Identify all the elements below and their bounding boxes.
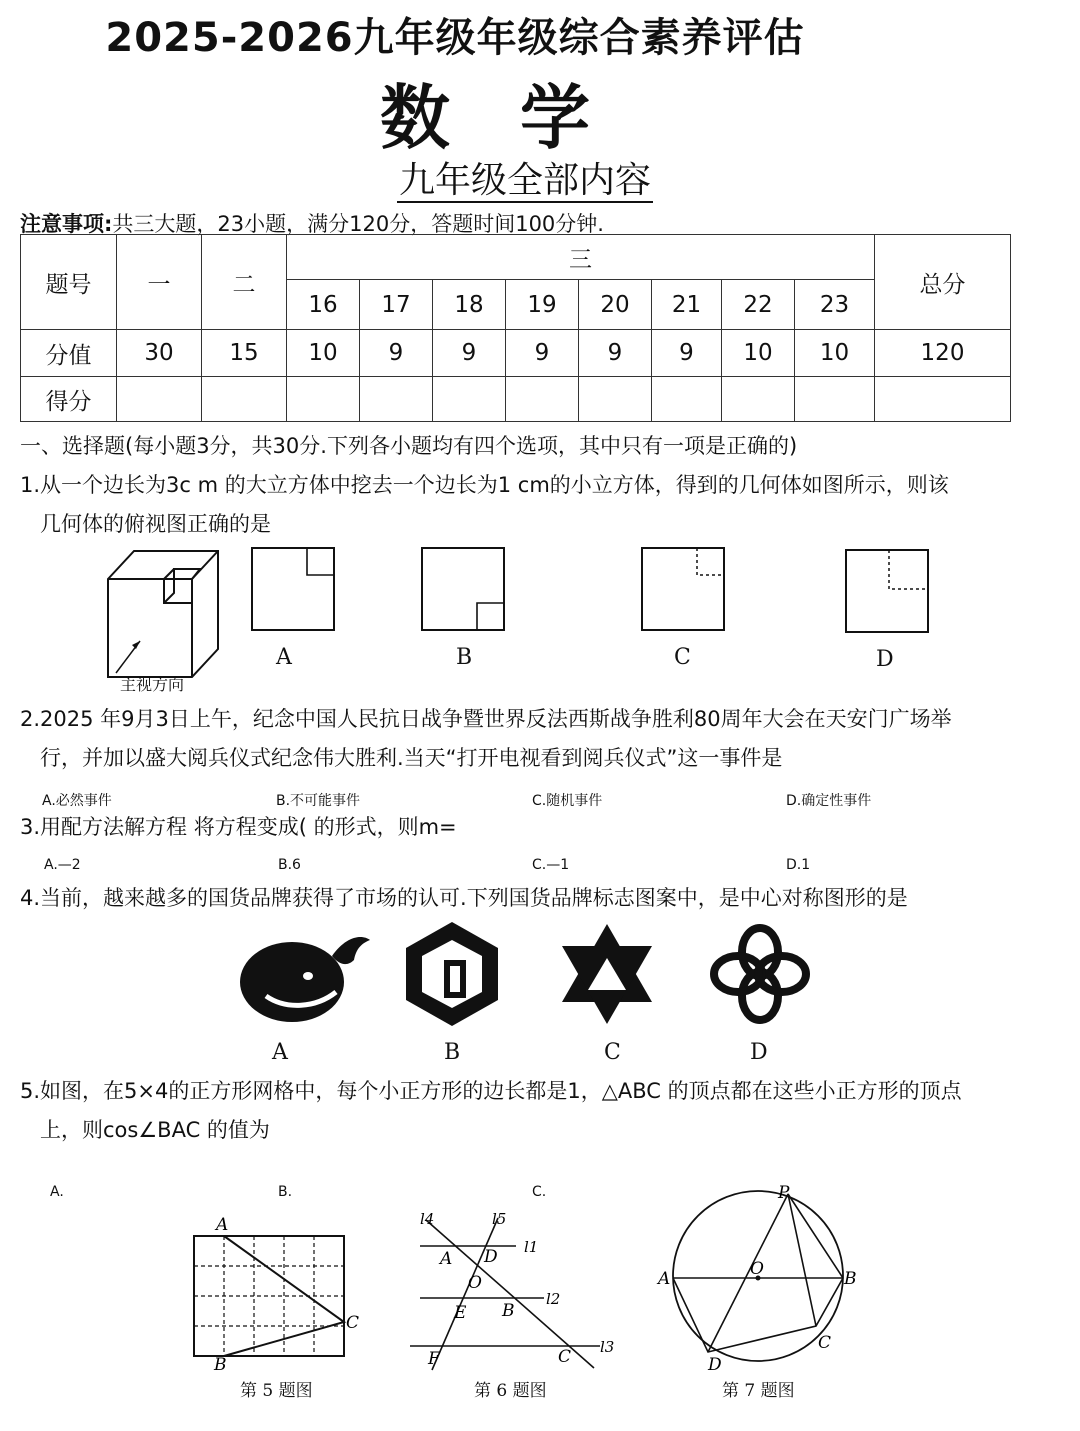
point-label: B xyxy=(214,1355,227,1374)
figure-5-grid xyxy=(180,1210,370,1374)
points-cell: 10 xyxy=(287,330,360,377)
q5-option-c[interactable]: C. xyxy=(532,1184,547,1200)
point-label: D xyxy=(484,1247,498,1267)
question-4-line-1: 4.当前，越来越多的国货品牌获得了市场的认可.下列国货品牌标志图案中，是中心对称图形的是 xyxy=(20,886,908,910)
exam-scope xyxy=(0,152,1050,203)
whale-logo-icon xyxy=(236,926,374,1026)
points-cell: 9 xyxy=(652,330,722,377)
point-label: B xyxy=(844,1269,857,1289)
line-label: l1 xyxy=(524,1238,539,1256)
points-cell: 9 xyxy=(360,330,433,377)
figure-6-lines xyxy=(404,1204,624,1372)
sub-number-cell: 20 xyxy=(579,280,652,330)
question-3-line-1: 3.用配方法解方程 将方程变成( 的形式，则m= xyxy=(20,815,457,839)
points-cell: 9 xyxy=(506,330,579,377)
figure-7-caption: 第 7 题图 xyxy=(722,1381,795,1401)
point-label: F xyxy=(428,1349,440,1369)
points-cell: 10 xyxy=(795,330,875,377)
question-5-line-1: 5.如图，在5×4的正方形网格中，每个小正方形的边长都是1，△ABC 的顶点都在这些小正方形的顶点 xyxy=(20,1079,962,1103)
score-entry-cell[interactable] xyxy=(117,377,202,422)
q1-option-d-label[interactable]: D xyxy=(876,647,894,672)
line-label: l5 xyxy=(492,1210,507,1228)
points-cell: 30 xyxy=(117,330,202,377)
q2-option-b[interactable]: B.不可能事件 xyxy=(276,793,361,809)
q4-option-c-label[interactable]: C xyxy=(604,1040,621,1065)
point-label: E xyxy=(454,1303,467,1323)
sub-number-cell: 22 xyxy=(722,280,795,330)
knot-logo-icon xyxy=(710,922,810,1026)
point-label: O xyxy=(468,1273,482,1293)
line-label: l4 xyxy=(420,1210,435,1228)
q1-option-a-label[interactable]: A xyxy=(276,645,292,670)
question-2-line-1: 2.2025 年9月3日上午，纪念中国人民抗日战争暨世界反法西斯战争胜利80周年大会在天安门广场举 xyxy=(20,707,952,731)
q1-option-c-figure xyxy=(640,546,728,634)
exam-scope-text: 九年级全部内容 xyxy=(398,160,651,201)
score-entry-cell[interactable] xyxy=(722,377,795,422)
q1-option-b-figure xyxy=(420,546,508,634)
notice-text: 共三大题，23小题，满分120分，答题时间100分钟. xyxy=(112,212,604,236)
point-label: A xyxy=(440,1249,453,1269)
score-entry-cell[interactable] xyxy=(506,377,579,422)
q5-option-a[interactable]: A. xyxy=(50,1184,64,1200)
q2-option-a[interactable]: A.必然事件 xyxy=(42,793,112,809)
score-entry-cell[interactable] xyxy=(360,377,433,422)
q4-option-b-label[interactable]: B xyxy=(444,1040,461,1065)
point-label: B xyxy=(502,1301,515,1321)
score-entry-cell[interactable] xyxy=(202,377,287,422)
q3-option-b[interactable]: B.6 xyxy=(278,857,301,873)
points-cell: 15 xyxy=(202,330,287,377)
header-cell-total: 总分 xyxy=(875,235,1011,330)
score-entry-cell[interactable] xyxy=(795,377,875,422)
point-label: A xyxy=(658,1269,671,1289)
q1-option-d-figure xyxy=(844,548,932,636)
point-label: O xyxy=(750,1259,764,1279)
point-label: C xyxy=(346,1313,360,1333)
star-logo-icon xyxy=(552,918,662,1030)
notice-label: 注意事项: xyxy=(20,212,113,236)
q2-option-d[interactable]: D.确定性事件 xyxy=(786,793,872,809)
q2-option-c[interactable]: C.随机事件 xyxy=(532,793,603,809)
line-label: l2 xyxy=(546,1290,561,1308)
figure-7-circle xyxy=(654,1180,864,1376)
line-label: l3 xyxy=(600,1338,615,1356)
question-1-line-1: 1.从一个边长为3c m 的大立方体中挖去一个边长为1 cm的小立方体，得到的几何体如图所示，则该 xyxy=(20,473,949,497)
q3-option-d[interactable]: D.1 xyxy=(786,857,811,873)
question-2-line-2: 行，并加以盛大阅兵仪式纪念伟大胜利.当天“打开电视看到阅兵仪式”这一事件是 xyxy=(40,746,783,770)
subject-title: 数学 xyxy=(380,77,660,159)
q5-option-b[interactable]: B. xyxy=(278,1184,293,1200)
q1-option-c-label[interactable]: C xyxy=(674,645,691,670)
hexagon-logo-icon xyxy=(400,918,504,1030)
points-cell-total: 120 xyxy=(875,330,1011,377)
score-table xyxy=(20,234,1011,422)
score-entry-cell[interactable] xyxy=(579,377,652,422)
question-1-line-2: 几何体的俯视图正确的是 xyxy=(40,512,271,536)
score-entry-cell[interactable] xyxy=(287,377,360,422)
point-label: A xyxy=(216,1215,229,1235)
section-heading: 一、选择题(每小题3分，共30分.下列各小题均有四个选项，其中只有一项是正确的) xyxy=(20,434,798,458)
figure-5-caption: 第 5 题图 xyxy=(240,1381,313,1401)
point-label: P xyxy=(778,1183,790,1203)
point-label: D xyxy=(708,1355,722,1375)
exam-title: 2025-2026九年级年级综合素养评估 xyxy=(105,15,805,61)
points-cell: 9 xyxy=(579,330,652,377)
q4-option-a-label[interactable]: A xyxy=(272,1040,288,1065)
sub-number-cell: 21 xyxy=(652,280,722,330)
row-label-points: 分值 xyxy=(21,330,117,377)
q3-option-a[interactable]: A.—2 xyxy=(44,857,81,873)
point-label: C xyxy=(558,1347,572,1367)
score-entry-cell[interactable] xyxy=(652,377,722,422)
front-view-label: 主视方向 xyxy=(120,675,185,694)
sub-number-cell: 19 xyxy=(506,280,579,330)
points-cell: 10 xyxy=(722,330,795,377)
points-cell: 9 xyxy=(433,330,506,377)
sub-number-cell: 18 xyxy=(433,280,506,330)
sub-number-cell: 23 xyxy=(795,280,875,330)
score-entry-cell-total[interactable] xyxy=(875,377,1011,422)
question-5-line-2: 上，则cos∠BAC 的值为 xyxy=(40,1118,270,1142)
q1-option-b-label[interactable]: B xyxy=(456,645,473,670)
row-label-score: 得分 xyxy=(21,377,117,422)
header-cell-part-1: 一 xyxy=(117,235,202,330)
point-label: C xyxy=(818,1333,832,1353)
q1-option-a-figure xyxy=(250,546,338,634)
q4-option-d-label[interactable]: D xyxy=(750,1040,768,1065)
header-cell-question-no: 题号 xyxy=(21,235,117,330)
figure-6-caption: 第 6 题图 xyxy=(474,1381,547,1401)
score-entry-cell[interactable] xyxy=(433,377,506,422)
header-cell-part-2: 二 xyxy=(202,235,287,330)
q3-option-c[interactable]: C.—1 xyxy=(532,857,570,873)
header-cell-part-3: 三 xyxy=(287,235,875,280)
sub-number-cell: 16 xyxy=(287,280,360,330)
sub-number-cell: 17 xyxy=(360,280,433,330)
